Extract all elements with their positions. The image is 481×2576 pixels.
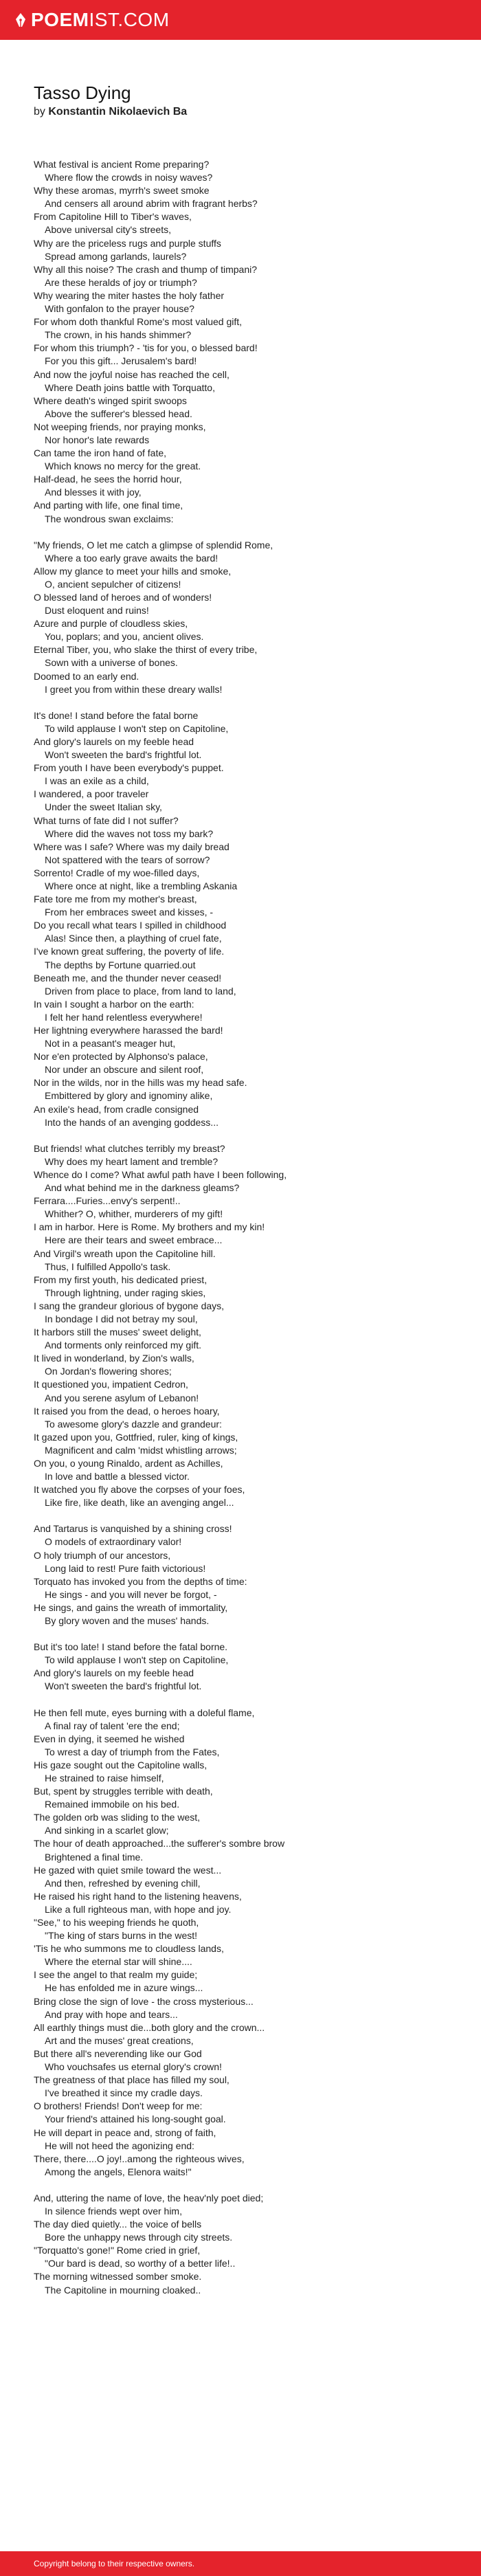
stanza xyxy=(34,539,460,696)
poem-line: Are these heralds of joy or triumph? xyxy=(45,276,197,288)
poem-line: It's done! I stand before the fatal borne xyxy=(34,709,199,721)
poem-line: And Tartarus is vanquished by a shining cross! xyxy=(34,1523,232,1535)
poem-line: Why wearing the miter hastes the holy father xyxy=(34,289,225,301)
poem-line: Whither? O, whither, murderers of my gift! xyxy=(45,1208,223,1220)
logo-text: POEMIST.COM xyxy=(31,9,170,30)
poem-line: I sang the grandeur glorious of bygone days, xyxy=(34,1300,225,1311)
poem-line: Fate tore me from my mother's breast, xyxy=(34,893,197,905)
poem-line: With gonfalon to the prayer house? xyxy=(45,303,194,315)
stanza xyxy=(34,1707,460,2179)
poem-line: Bore the unhappy news through city streets. xyxy=(45,2232,233,2243)
poem-line: Where Death joins battle with Torquatto, xyxy=(45,381,215,393)
poem-line: The morning witnessed somber smoke. xyxy=(34,2271,202,2283)
poem-line: O models of extraordinary valor! xyxy=(45,1536,182,1548)
poem-line: Her lightning everywhere harassed the bard! xyxy=(34,1025,223,1036)
poem-line: Where was I safe? Where was my daily bread xyxy=(34,841,230,852)
stanza xyxy=(34,1522,460,1628)
poem-line: Embittered by glory and ignominy alike, xyxy=(45,1090,213,1102)
poem-line: Like fire, like death, like an avenging angel... xyxy=(45,1497,234,1509)
poem-line: And censers all around abrim with fragrant herbs? xyxy=(45,198,258,210)
poem-line: From her embraces sweet and kisses, - xyxy=(45,907,214,918)
poem-line: And now the joyful noise has reached the cell, xyxy=(34,368,230,380)
poem-line: "The king of stars burns in the west! xyxy=(45,1930,198,1942)
poem-line: Magnificent and calm 'midst whistling arrows; xyxy=(45,1444,237,1456)
poem-line: I've known great suffering, the poverty of life. xyxy=(34,946,225,957)
poem-article xyxy=(34,82,460,2310)
poem-body xyxy=(34,158,460,2297)
poem-line: It watched you fly above the corpses of your foes, xyxy=(34,1484,245,1496)
poem-line: His gaze sought out the Capitoline walls, xyxy=(34,1759,208,1770)
poem-line: And glory's laurels on my feeble head xyxy=(34,735,194,747)
poem-line: He sings, and gains the wreath of immortality, xyxy=(34,1601,228,1613)
poem-line: 'Tis he who summons me to cloudless lands, xyxy=(34,1943,224,1955)
poem-line: And you serene asylum of Lebanon! xyxy=(45,1392,199,1403)
poem-line: Whence do I come? What awful path have I been following, xyxy=(34,1168,287,1180)
poem-line: But it's too late! I stand before the fatal borne. xyxy=(34,1641,228,1653)
poem-line: I felt her hand relentless everywhere! xyxy=(45,1011,203,1023)
poem-line: And blesses it with joy, xyxy=(45,487,142,498)
poem-line: I was an exile as a child, xyxy=(45,775,149,787)
poem-line: Where flow the crowds in noisy waves? xyxy=(45,172,213,184)
poem-line: He raised his right hand to the listening heavens, xyxy=(34,1890,242,1902)
poem-line: An exile's head, from cradle consigned xyxy=(34,1103,199,1115)
poem-line: Where a too early grave awaits the bard! xyxy=(45,552,219,564)
poem-line: And torments only reinforced my gift. xyxy=(45,1340,201,1351)
poem-line: There, there....O joy!..among the righteous wives, xyxy=(34,2153,245,2164)
poem-line: To wild applause I won't step on Capitoline, xyxy=(45,722,229,734)
poem-line: "See," to his weeping friends he quoth, xyxy=(34,1917,199,1928)
poem-line: Do you recall what tears I spilled in childhood xyxy=(34,920,227,931)
poem-line: O brothers! Friends! Don't weep for me: xyxy=(34,2100,203,2112)
poem-line: Beneath me, and the thunder never ceased! xyxy=(34,972,222,984)
poem-line: Not in a peasant's meager hut, xyxy=(45,1038,176,1050)
poem-line: Which knows no mercy for the great. xyxy=(45,460,201,472)
poem-line: He will not heed the agonizing end: xyxy=(45,2140,194,2151)
poem-line: Can tame the iron hand of fate, xyxy=(34,447,167,459)
poem-line: And glory's laurels on my feeble head xyxy=(34,1667,194,1679)
poem-line: Why these aromas, myrrh's sweet smoke xyxy=(34,185,210,197)
poem-line: He strained to raise himself, xyxy=(45,1772,164,1784)
poem-line: He will depart in peace and, strong of faith, xyxy=(34,2127,216,2138)
stanza xyxy=(34,1142,460,1510)
poem-line: And then, refreshed by evening chill, xyxy=(45,1877,201,1889)
poem-line: By glory woven and the muses' hands. xyxy=(45,1615,210,1627)
poem-line: Thus, I fulfilled Appollo's task. xyxy=(45,1261,171,1272)
poem-line: Where did the waves not toss my bark? xyxy=(45,828,214,839)
poem-line: To wild applause I won't step on Capitoline, xyxy=(45,1654,229,1666)
poem-line: And, uttering the name of love, the heav'nly poet died; xyxy=(34,2192,264,2203)
poem-line: "Torquatto's gone!" Rome cried in grief, xyxy=(34,2245,201,2256)
site-header xyxy=(0,0,481,40)
poem-line: Where death's winged spirit swoops xyxy=(34,395,187,406)
poem-line: Above the sufferer's blessed head. xyxy=(45,408,192,419)
poem-line: Half-dead, he sees the horrid hour, xyxy=(34,474,182,485)
byline xyxy=(34,106,460,118)
poem-line: Through lightning, under raging skies, xyxy=(45,1287,206,1298)
poem-line: Alas! Since then, a plaything of cruel fate, xyxy=(45,933,222,944)
poem-line: O, ancient sepulcher of citizens! xyxy=(45,578,181,590)
poem-line: For whom this triumph? - 'tis for you, o blessed bard! xyxy=(34,342,258,354)
poem-line: In silence friends wept over him, xyxy=(45,2205,182,2217)
poem-line: I wandered, a poor traveler xyxy=(34,788,149,800)
poem-line: Nor in the wilds, nor in the hills was my head safe. xyxy=(34,1077,247,1089)
poem-line: Among the angels, Elenora waits!" xyxy=(45,2166,192,2177)
poem-line: Bring close the sign of love - the cross mysterious... xyxy=(34,1995,254,2007)
poem-line: But, spent by struggles terrible with death, xyxy=(34,1786,213,1797)
poem-line: It gazed upon you, Gottfried, ruler, king of kings, xyxy=(34,1431,238,1443)
poem-line: I see the angel to that realm my guide; xyxy=(34,1969,198,1981)
poem-line: Like a full righteous man, with hope and joy. xyxy=(45,1903,232,1915)
poem-line: What festival is ancient Rome preparing? xyxy=(34,159,210,170)
poem-line: And pray with hope and tears... xyxy=(45,2008,178,2020)
poem-line: Won't sweeten the bard's frightful lot. xyxy=(45,1680,202,1692)
poem-line: Spread among garlands, laurels? xyxy=(45,250,187,262)
poem-line: Where once at night, like a trembling Askania xyxy=(45,880,238,891)
site-logo[interactable] xyxy=(15,9,170,31)
poem-line: Nor honor's late rewards xyxy=(45,434,150,445)
stanza xyxy=(34,1641,460,1693)
poem-line: To wrest a day of triumph from the Fates, xyxy=(45,1746,220,1757)
poem-line: And what behind me in the darkness gleams? xyxy=(45,1182,240,1194)
poem-line: I've breathed it since my cradle days. xyxy=(45,2087,203,2099)
poem-line: It harbors still the muses' sweet delight, xyxy=(34,1326,201,1338)
site-footer xyxy=(0,2551,481,2576)
poem-line: The golden orb was sliding to the west, xyxy=(34,1812,201,1823)
poem-line: Allow my glance to meet your hills and smoke, xyxy=(34,565,232,577)
stanza xyxy=(34,158,460,526)
poem-line: He gazed with quiet smile toward the west... xyxy=(34,1864,222,1876)
poem-line: In love and battle a blessed victor. xyxy=(45,1471,190,1483)
poem-line: Won't sweeten the bard's frightful lot. xyxy=(45,749,202,761)
poem-line: On Jordan's flowering shores; xyxy=(45,1366,172,1377)
poem-line: Dust eloquent and ruins! xyxy=(45,605,149,617)
poem-line: Azure and purple of cloudless skies, xyxy=(34,618,188,630)
poem-line: For you this gift... Jerusalem's bard! xyxy=(45,355,197,367)
poem-line: It lived in wonderland, by Zion's walls, xyxy=(34,1353,194,1364)
poem-line: Who vouchsafes us eternal glory's crown! xyxy=(45,2061,222,2073)
poem-line: Under the sweet Italian sky, xyxy=(45,801,162,813)
poem-line: In bondage I did not betray my soul, xyxy=(45,1313,198,1324)
poem-line: The crown, in his hands shimmer? xyxy=(45,329,192,341)
poem-line: All earthly things must die...both glory and the crown... xyxy=(34,2021,265,2033)
poem-line: And Virgil's wreath upon the Capitoline hill. xyxy=(34,1247,216,1259)
poem-line: Not spattered with the tears of sorrow? xyxy=(45,854,210,865)
poem-line: Sorrento! Cradle of my woe-filled days, xyxy=(34,867,200,878)
poem-line: It questioned you, impatient Cedron, xyxy=(34,1379,188,1390)
poem-title: Tasso Dying xyxy=(34,82,131,103)
poem-line: I am in harbor. Here is Rome. My brothers and my kin! xyxy=(34,1221,265,1233)
poem-line: The day died quietly... the voice of bells xyxy=(34,2219,202,2230)
poem-line: He then fell mute, eyes burning with a doleful flame, xyxy=(34,1707,255,1718)
poem-line: He sings - and you will never be forgot, - xyxy=(45,1588,217,1600)
copyright-text: Copyright belong to their respective owners. xyxy=(34,2559,195,2568)
poem-line: From youth I have been everybody's puppet. xyxy=(34,762,224,774)
poem-line: The depths by Fortune quarried.out xyxy=(45,959,196,970)
poem-line: The wondrous swan exclaims: xyxy=(45,513,174,524)
poem-line: O holy triumph of our ancestors, xyxy=(34,1549,171,1561)
poem-line: Nor e'en protected by Alphonso's palace, xyxy=(34,1051,208,1063)
poem-line: Where the eternal star will shine.... xyxy=(45,1956,192,1968)
poem-line: The greatness of that place has filled my soul, xyxy=(34,2074,230,2086)
stanza xyxy=(34,709,460,1129)
poem-line: What turns of fate did I not suffer? xyxy=(34,814,179,826)
poem-line: Eternal Tiber, you, who slake the thirst of every tribe, xyxy=(34,644,258,656)
poem-line: "My friends, O let me catch a glimpse of splendid Rome, xyxy=(34,539,273,551)
author-name[interactable]: Konstantin Nikolaevich Ba xyxy=(48,106,188,118)
poem-line: But there all's neverending like our God xyxy=(34,2047,202,2059)
poem-line: Even in dying, it seemed he wished xyxy=(34,1733,185,1744)
poem-line: Why does my heart lament and tremble? xyxy=(45,1155,219,1167)
poem-line: Why all this noise? The crash and thump of timpani? xyxy=(34,263,258,275)
poem-line: And sinking in a scarlet glow; xyxy=(45,1825,169,1836)
poem-line: In vain I sought a harbor on the earth: xyxy=(34,998,194,1010)
poem-line: Doomed to an early end. xyxy=(34,670,139,682)
poem-line: He has enfolded me in azure wings... xyxy=(45,1982,203,1994)
poem-line: Driven from place to place, from land to land, xyxy=(45,985,236,997)
poem-line: From my first youth, his dedicated priest, xyxy=(34,1274,208,1285)
poem-line: Your friend's attained his long-sought goal. xyxy=(45,2113,226,2125)
poem-line: Not weeping friends, nor praying monks, xyxy=(34,421,206,432)
poem-line: Torquato has invoked you from the depths of time: xyxy=(34,1575,247,1587)
poem-line: But friends! what clutches terribly my breast? xyxy=(34,1142,225,1154)
poem-line: "Our bard is dead, so worthy of a better life!.. xyxy=(45,2258,236,2269)
poem-line: I greet you from within these dreary walls! xyxy=(45,683,223,695)
poem-line: The Capitoline in mourning cloaked.. xyxy=(45,2284,201,2296)
pen-nib-icon xyxy=(15,13,26,27)
poem-line: O blessed land of heroes and of wonders! xyxy=(34,592,212,603)
stanza xyxy=(34,2192,460,2297)
poem-line: Long laid to rest! Pure faith victorious! xyxy=(45,1562,206,1574)
poem-line: You, poplars; and you, ancient olives. xyxy=(45,631,204,643)
by-label: by xyxy=(34,106,45,118)
poem-line: Sown with a universe of bones. xyxy=(45,657,178,669)
poem-line: Into the hands of an avenging goddess... xyxy=(45,1116,219,1128)
poem-line: Ferrara....Furies...envy's serpent!.. xyxy=(34,1195,181,1207)
poem-line: And parting with life, one final time, xyxy=(34,500,183,511)
poem-line: Why are the priceless rugs and purple stuffs xyxy=(34,237,221,249)
poem-line: It raised you from the dead, o heroes hoary, xyxy=(34,1405,220,1417)
poem-line: From Capitoline Hill to Tiber's waves, xyxy=(34,211,192,223)
poem-line: Nor under an obscure and silent roof, xyxy=(45,1064,204,1076)
poem-line: On you, o young Rinaldo, ardent as Achilles, xyxy=(34,1458,223,1469)
poem-line: Here are their tears and sweet embrace... xyxy=(45,1234,223,1246)
poem-line: Art and the muses' great creations, xyxy=(45,2034,194,2046)
poem-line: For whom doth thankful Rome's most valued gift, xyxy=(34,316,243,328)
poem-line: The hour of death approached...the sufferer's sombre brow xyxy=(34,1838,285,1850)
poem-line: Brightened a final time. xyxy=(45,1851,144,1863)
poem-line: Remained immobile on his bed. xyxy=(45,1799,180,1810)
poem-line: A final ray of talent 'ere the end; xyxy=(45,1720,180,1731)
poem-line: To awesome glory's dazzle and grandeur: xyxy=(45,1418,222,1430)
poem-line: Above universal city's streets, xyxy=(45,224,171,236)
